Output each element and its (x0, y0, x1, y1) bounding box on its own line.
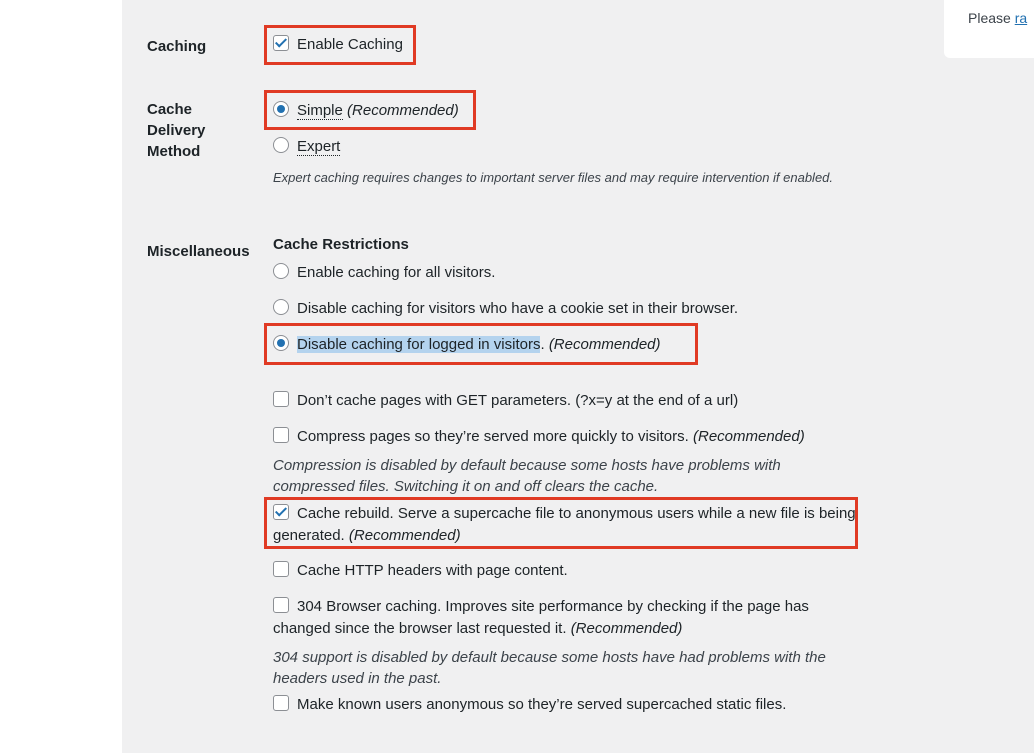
restriction-logged-option[interactable] (273, 334, 661, 356)
get-params-option[interactable] (273, 390, 738, 412)
restriction-all-label: Enable caching for all visitors. (297, 264, 496, 281)
delivery-expert-radio[interactable] (273, 137, 289, 153)
restriction-all-option[interactable] (273, 262, 495, 284)
recommended-tag: (Recommended) (693, 428, 805, 445)
expert-note: Expert caching requires changes to important server files and may require intervention if enabled. (273, 170, 834, 185)
recommended-tag: (Recommended) (348, 527, 461, 544)
delivery-simple-option[interactable] (273, 100, 459, 122)
cache-delivery-label (147, 99, 205, 162)
caching-label: Caching (147, 38, 207, 55)
recommended-tag: (Recommended) (570, 620, 683, 637)
recommended-tag: (Recommended) (347, 102, 459, 119)
delivery-expert-label: Expert (297, 138, 341, 155)
get-params-checkbox[interactable] (273, 391, 289, 407)
anon-users-label: Make known users anonymous so they’re served supercached static files. (297, 696, 787, 713)
miscellaneous-label: Miscellaneous (147, 243, 250, 260)
anon-users-checkbox[interactable] (273, 695, 289, 711)
recommended-tag: (Recommended) (548, 336, 661, 353)
cache-restrictions-heading: Cache Restrictions (273, 236, 409, 253)
compress-note: Compression is disabled by default because some hosts have problems with compressed files. Switching it on and off clears the cache. (273, 457, 781, 495)
enable-caching-checkbox[interactable] (273, 35, 289, 51)
restriction-cookie-radio[interactable] (273, 299, 289, 315)
delivery-simple-radio[interactable] (273, 101, 289, 117)
delivery-expert-option[interactable] (273, 136, 340, 158)
sidebar-notice-link[interactable]: ra (1014, 10, 1028, 26)
http-headers-checkbox[interactable] (273, 561, 289, 577)
get-params-label: Don’t cache pages with GET parameters. (?x=y at the end of a url) (297, 392, 739, 409)
restriction-all-radio[interactable] (273, 263, 289, 279)
sidebar-notice (944, 0, 1034, 58)
restriction-logged-period: . (540, 336, 545, 353)
left-margin (0, 0, 122, 753)
http-headers-option[interactable] (273, 560, 568, 582)
browser-304-label: 304 Browser caching. Improves site performance by checking if the page has changed since the browser last requested it. (273, 598, 809, 637)
restriction-cookie-option[interactable] (273, 298, 738, 320)
sidebar-notice-text: Please ra (968, 10, 1028, 26)
compress-checkbox[interactable] (273, 427, 289, 443)
rebuild-checkbox[interactable] (273, 504, 289, 520)
delivery-simple-label: Simple (297, 102, 343, 119)
label-line-3: Method (147, 143, 201, 160)
http-headers-label: Cache HTTP headers with page content. (297, 562, 568, 579)
browser-304-option[interactable] (273, 596, 863, 640)
label-line-2: Delivery (147, 122, 206, 139)
label-line-1: Cache (147, 101, 193, 118)
compress-label: Compress pages so they’re served more quickly to visitors. (297, 428, 689, 445)
rebuild-option[interactable] (273, 503, 863, 547)
restriction-cookie-label: Disable caching for visitors who have a cookie set in their browser. (297, 300, 739, 317)
settings-panel (122, 0, 928, 753)
browser-304-note: 304 support is disabled by default because some hosts have had problems with the headers used in the past. (273, 649, 826, 687)
rebuild-label: Cache rebuild. Serve a supercache file to anonymous users while a new file is being generated. (273, 505, 856, 544)
restriction-logged-radio[interactable] (273, 335, 289, 351)
browser-304-checkbox[interactable] (273, 597, 289, 613)
anon-users-option[interactable] (273, 694, 786, 716)
compress-option[interactable] (273, 426, 805, 448)
enable-caching-option[interactable] (273, 34, 403, 56)
restriction-logged-label: Disable caching for logged in visitors (297, 336, 541, 353)
enable-caching-label: Enable Caching (297, 36, 403, 53)
